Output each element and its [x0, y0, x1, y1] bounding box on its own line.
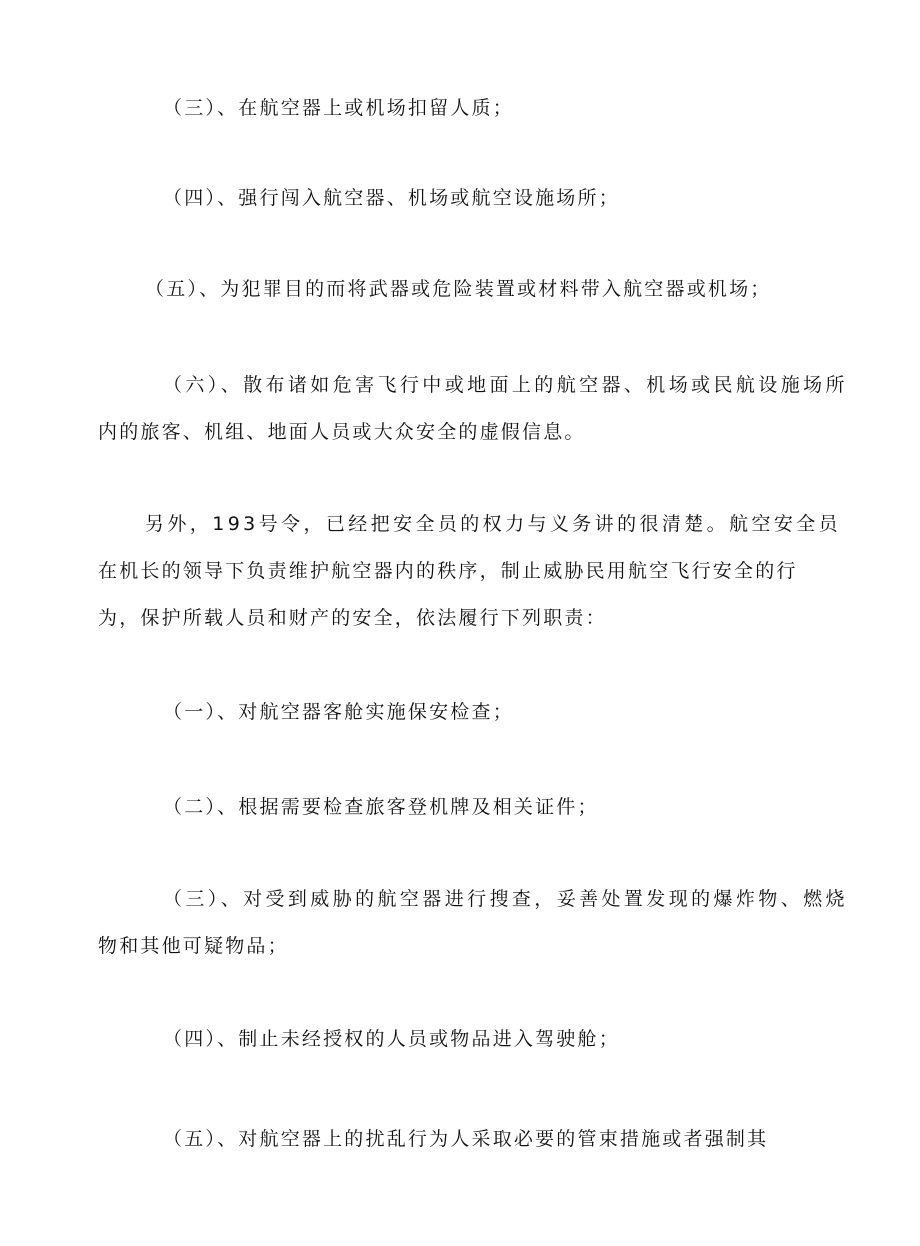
text-line: （四）、制止未经授权的人员或物品进入驾驶舱； — [163, 1028, 620, 1050]
text-line: 为，保护所载人员和财产的安全，依法履行下列职责： — [98, 607, 607, 629]
text-line: （三）、对受到威胁的航空器进行搜查，妥善处置发现的爆炸物、燃烧 — [163, 888, 848, 910]
text-line: （五）、对航空器上的扰乱行为人采取必要的管束措施或者强制其 — [163, 1128, 769, 1150]
text-line: 物和其他可疑物品； — [98, 935, 289, 957]
text-line: 另外，193号令，已经把安全员的权力与义务讲的很清楚。航空安全员 — [145, 513, 842, 535]
text-line: 内的旅客、机组、地面人员或大众安全的虚假信息。 — [98, 421, 586, 443]
text-line: （四）、强行闯入航空器、机场或航空设施场所； — [163, 187, 620, 209]
text-line: （六）、散布诸如危害飞行中或地面上的航空器、机场或民航设施场所 — [163, 374, 848, 396]
text-line: （一）、对航空器客舱实施保安检查； — [163, 701, 514, 723]
text-line: （五）、为犯罪目的而将武器或危险装置或材料带入航空器或机场； — [145, 278, 772, 300]
text-line: 在机长的领导下负责维护航空器内的秩序，制止威胁民用航空飞行安全的行 — [98, 560, 798, 582]
text-line: （三）、在航空器上或机场扣留人质； — [163, 97, 514, 119]
text-line: （二）、根据需要检查旅客登机牌及相关证件； — [163, 796, 599, 818]
